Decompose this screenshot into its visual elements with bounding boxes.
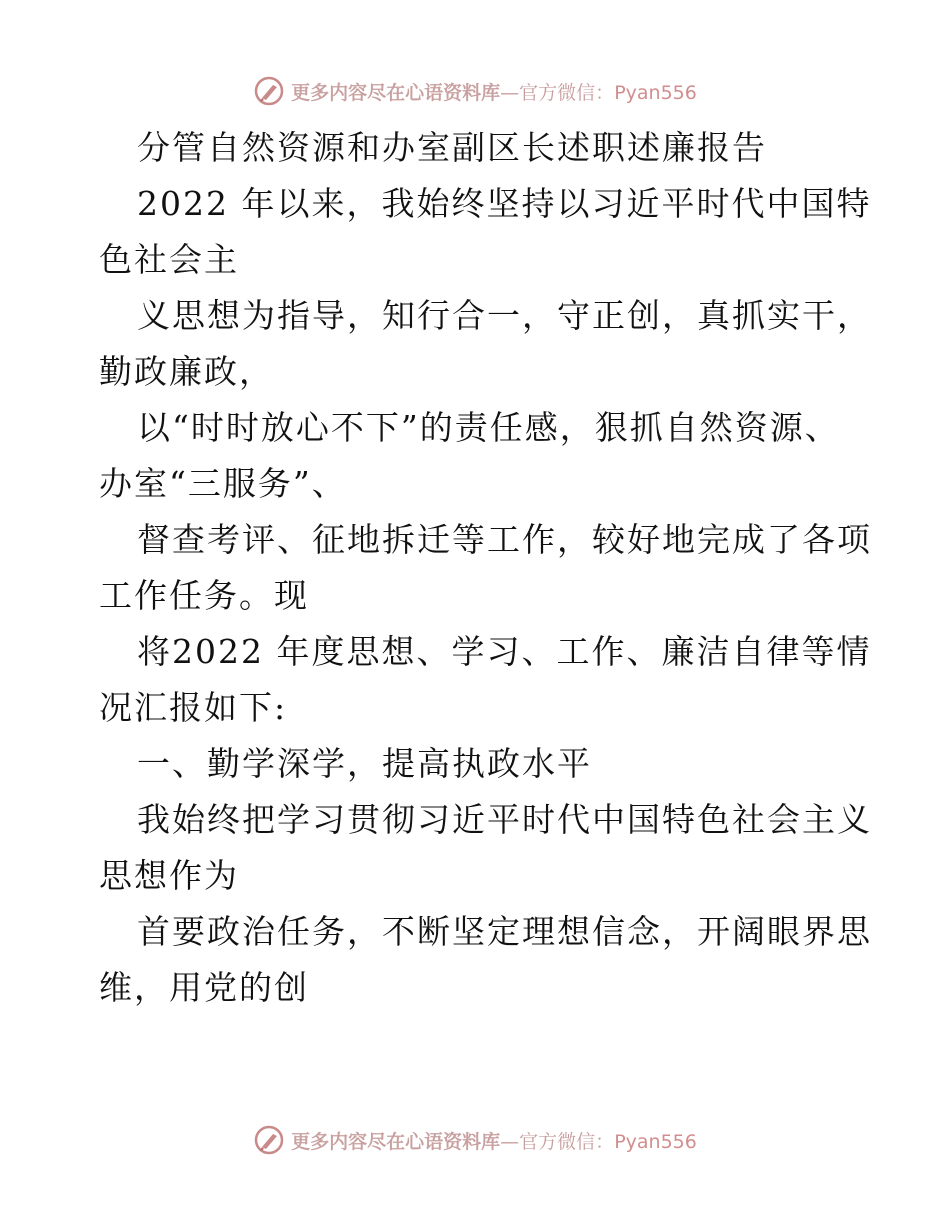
paragraph-line: 色社会主 xyxy=(99,240,239,279)
paragraph-line: 办室“三服务”、 xyxy=(99,464,347,503)
document-body xyxy=(99,120,872,1016)
document-title: 分管自然资源和办室副区长述职述廉报告 xyxy=(137,128,767,167)
pen-nib-icon xyxy=(253,1124,285,1156)
section-heading: 一、勤学深学，提高执政水平 xyxy=(137,744,592,783)
header-watermark xyxy=(0,71,950,111)
paragraph-line: 我始终把学习贯彻习近平时代中国特色社会主义 xyxy=(137,800,872,839)
paragraph-line: 首要政治任务，不断坚定理想信念，开阔眼界思 xyxy=(137,912,872,951)
paragraph-line: 况汇报如下: xyxy=(99,688,288,727)
paragraph-line: 将2022 年度思想、学习、工作、廉洁自律等情 xyxy=(137,632,872,671)
paragraph-line: 以“时时放心不下”的责任感，狠抓自然资源、 xyxy=(137,408,840,447)
watermark-text: 更多内容尽在心语资料库—官方微信：Pyan556 xyxy=(291,81,697,104)
paragraph-line: 义思想为指导，知行合一，守正创，真抓实干， xyxy=(137,296,872,335)
watermark-text: 更多内容尽在心语资料库—官方微信：Pyan556 xyxy=(291,1130,697,1153)
paragraph-line: 督查考评、征地拆迁等工作，较好地完成了各项 xyxy=(137,520,872,559)
paragraph-line: 工作任务。现 xyxy=(99,576,309,615)
paragraph-line: 勤政廉政， xyxy=(99,352,274,391)
paragraph-line: 2022 年以来，我始终坚持以习近平时代中国特 xyxy=(137,184,872,223)
pen-nib-icon xyxy=(253,75,285,107)
paragraph-line: 思想作为 xyxy=(99,856,239,895)
footer-watermark xyxy=(0,1120,950,1160)
paragraph-line: 维，用党的创 xyxy=(99,968,309,1007)
